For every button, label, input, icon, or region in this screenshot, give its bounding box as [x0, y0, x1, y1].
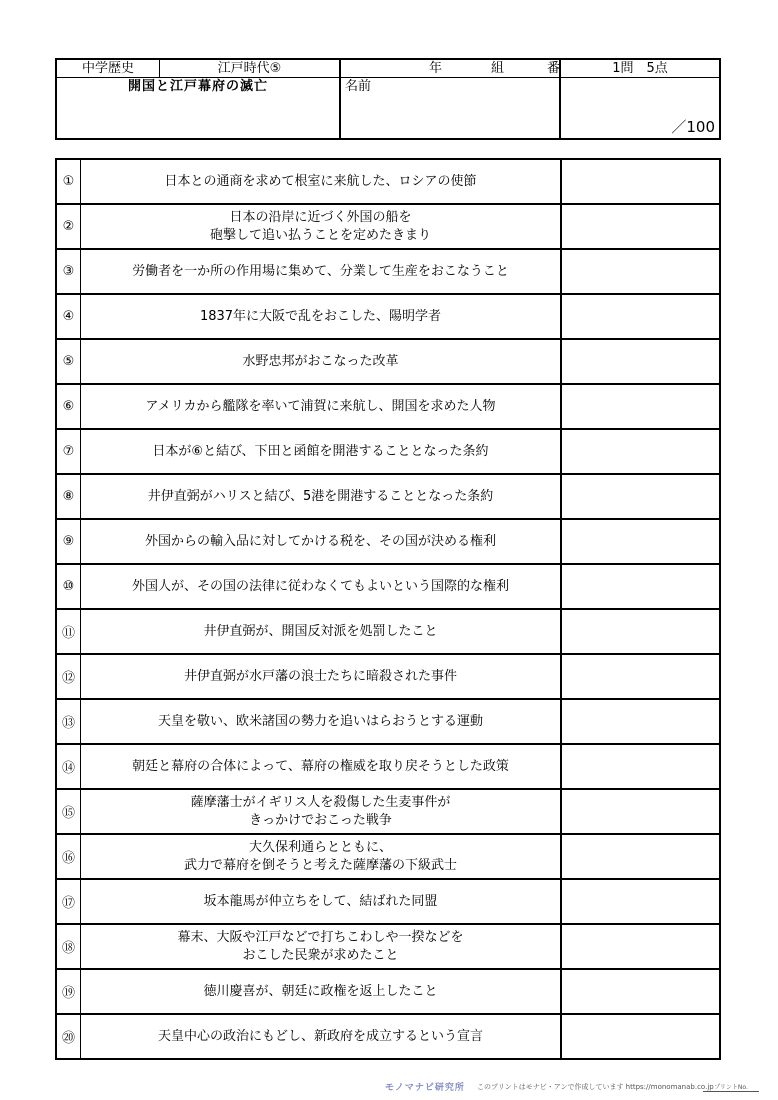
- answer-field[interactable]: [562, 925, 719, 968]
- question-row: [57, 520, 719, 565]
- question-number: ⑧: [57, 475, 81, 518]
- question-number: ②: [57, 205, 81, 248]
- question-text: 井伊直弼がハリスと結び、5港を開港することとなった条約: [81, 475, 562, 518]
- class-label: 組: [491, 61, 505, 76]
- question-number: ⑥: [57, 385, 81, 428]
- question-text: 外国人が、その国の法律に従わなくてもよいという国際的な権利: [81, 565, 562, 608]
- question-text: 天皇を敬い、欧米諸国の勢力を追いはらおうとする運動: [81, 700, 562, 743]
- answer-field[interactable]: [562, 430, 719, 473]
- question-row: [57, 385, 719, 430]
- question-text: 日本が⑥と結び、下田と函館を開港することとなった条約: [81, 430, 562, 473]
- question-row: [57, 250, 719, 295]
- question-number: ①: [57, 160, 81, 203]
- question-row: [57, 790, 719, 835]
- worksheet-title: 開国と江戸幕府の滅亡: [57, 78, 341, 138]
- question-number: ⑤: [57, 340, 81, 383]
- answer-field[interactable]: [562, 205, 719, 248]
- answer-field[interactable]: [562, 295, 719, 338]
- question-text: アメリカから艦隊を率いて浦賀に来航し、開国を求めた人物: [81, 385, 562, 428]
- question-text: 日本との通商を求めて根室に来航した、ロシアの使節: [81, 160, 562, 203]
- question-number: ⑮: [57, 790, 81, 833]
- question-number: ⑲: [57, 970, 81, 1013]
- question-row: [57, 655, 719, 700]
- question-row: [57, 295, 719, 340]
- question-row: [57, 430, 719, 475]
- answer-field[interactable]: [562, 790, 719, 833]
- score-total: ／100: [671, 118, 715, 136]
- answer-field[interactable]: [562, 520, 719, 563]
- answer-field[interactable]: [562, 250, 719, 293]
- question-number: ⑳: [57, 1015, 81, 1058]
- question-row: [57, 835, 719, 880]
- question-row: [57, 970, 719, 1015]
- question-row: [57, 700, 719, 745]
- question-row: [57, 565, 719, 610]
- question-number: ⑩: [57, 565, 81, 608]
- class-number-row: [341, 60, 561, 78]
- question-number: ④: [57, 295, 81, 338]
- copyright-notice: このプリントはモナビ・アンで作成しています https://monomanab.co.jp: [477, 1083, 714, 1091]
- points-per-question: 1問 5点: [561, 60, 719, 78]
- question-text: 外国からの輸入品に対してかける税を、その国が決める権利: [81, 520, 562, 563]
- question-text: 1837年に大阪で乱をおこした、陽明学者: [81, 295, 562, 338]
- answer-field[interactable]: [562, 385, 719, 428]
- question-row: [57, 925, 719, 970]
- question-number: ⑬: [57, 700, 81, 743]
- answer-field[interactable]: [562, 565, 719, 608]
- question-text: 徳川慶喜が、朝廷に政権を返上したこと: [81, 970, 562, 1013]
- question-row: [57, 160, 719, 205]
- question-number: ⑦: [57, 430, 81, 473]
- question-text: 井伊直弼が水戸藩の浪士たちに暗殺された事件: [81, 655, 562, 698]
- question-number: ⑰: [57, 880, 81, 923]
- question-row: [57, 1015, 719, 1058]
- answer-field[interactable]: [562, 745, 719, 788]
- answer-field[interactable]: [562, 160, 719, 203]
- answer-field[interactable]: [562, 835, 719, 878]
- question-text: 水野忠邦がおこなった改革: [81, 340, 562, 383]
- worksheet-header: [55, 58, 721, 140]
- question-number: ⑪: [57, 610, 81, 653]
- footer: [385, 1080, 775, 1096]
- answer-field[interactable]: [562, 970, 719, 1013]
- question-text: 労働者を一か所の作用場に集めて、分業して生産をおこなうこと: [81, 250, 562, 293]
- question-number: ⑱: [57, 925, 81, 968]
- question-text: 坂本龍馬が仲立ちをして、結ばれた同盟: [81, 880, 562, 923]
- question-row: [57, 610, 719, 655]
- question-table: [55, 158, 721, 1060]
- question-row: [57, 205, 719, 250]
- name-label: 名前: [345, 79, 372, 94]
- question-number: ⑫: [57, 655, 81, 698]
- subject-label: 中学歴史: [57, 60, 160, 78]
- score-box[interactable]: [561, 78, 719, 138]
- name-field[interactable]: [341, 78, 561, 138]
- question-text: 井伊直弼が、開国反対派を処罰したこと: [81, 610, 562, 653]
- question-row: [57, 475, 719, 520]
- question-number: ⑨: [57, 520, 81, 563]
- answer-field[interactable]: [562, 610, 719, 653]
- question-text: 朝廷と幕府の合体によって、幕府の権威を取り戻そうとした政策: [81, 745, 562, 788]
- question-row: [57, 745, 719, 790]
- question-text: 大久保利通らとともに、 武力で幕府を倒そうと考えた薩摩藩の下級武士: [81, 835, 562, 878]
- question-text: 薩摩藩士がイギリス人を殺傷した生麦事件が きっかけでおこった戦争: [81, 790, 562, 833]
- question-text: 幕末、大阪や江戸などで打ちこわしや一揆などを おこした民衆が求めたこと: [81, 925, 562, 968]
- answer-field[interactable]: [562, 475, 719, 518]
- question-number: ⑭: [57, 745, 81, 788]
- question-text: 天皇中心の政治にもどし、新政府を成立するという宣言: [81, 1015, 562, 1058]
- question-number: ③: [57, 250, 81, 293]
- answer-field[interactable]: [562, 340, 719, 383]
- question-text: 日本の沿岸に近づく外国の船を 砲撃して追い払うことを定めたきまり: [81, 205, 562, 248]
- grade-label: 年: [429, 61, 443, 76]
- publisher-logo: モノマナビ研究所: [385, 1083, 465, 1093]
- unit-label: 江戸時代⑤: [160, 60, 341, 78]
- question-number: ⑯: [57, 835, 81, 878]
- answer-field[interactable]: [562, 700, 719, 743]
- answer-field[interactable]: [562, 880, 719, 923]
- answer-field[interactable]: [562, 1015, 719, 1058]
- print-number-box: プリントNo.: [703, 1082, 759, 1092]
- question-row: [57, 340, 719, 385]
- question-row: [57, 880, 719, 925]
- seat-number-label: 番: [547, 61, 561, 76]
- answer-field[interactable]: [562, 655, 719, 698]
